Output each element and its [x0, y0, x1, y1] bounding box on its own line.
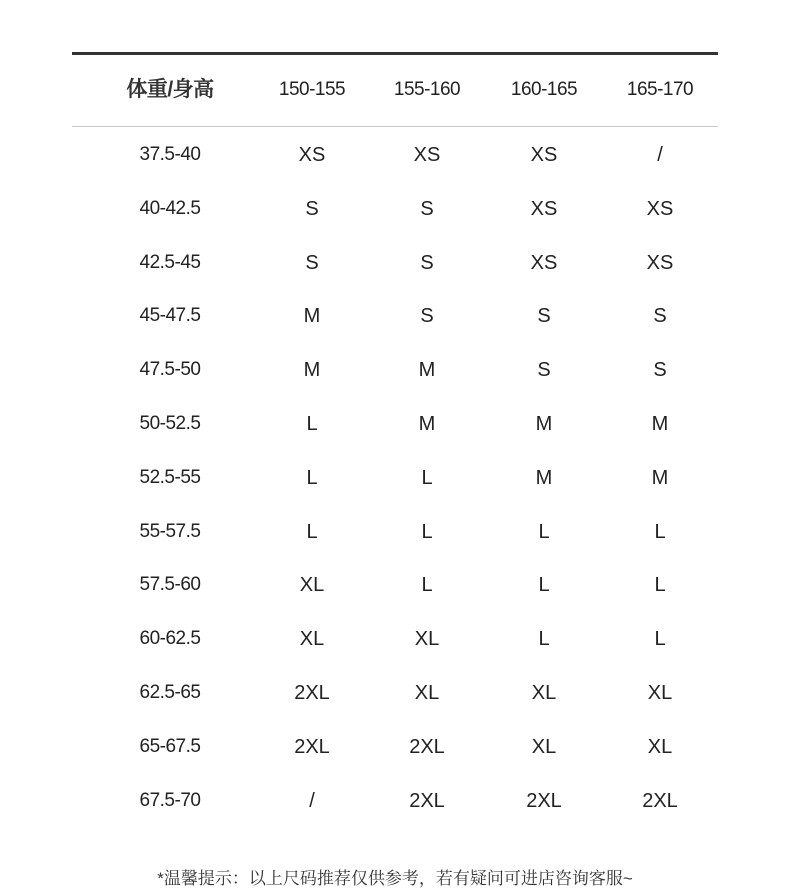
size-cell: XL — [299, 574, 325, 597]
size-cell: XL — [531, 735, 557, 758]
size-cell: S — [537, 305, 551, 328]
size-cell: S — [537, 359, 551, 382]
size-cell: L — [538, 520, 550, 543]
size-cell: M — [651, 466, 669, 489]
size-cell: 2XL — [294, 735, 330, 758]
size-cell: XS — [298, 144, 326, 166]
size-cell: L — [306, 466, 318, 489]
table-header — [0, 70, 790, 110]
size-cell: S — [305, 197, 319, 220]
weight-range-cell: 62.5-65 — [139, 682, 201, 703]
header-cell: 160-165 — [510, 79, 578, 100]
table-row — [0, 404, 790, 444]
weight-range-cell: 47.5-50 — [139, 359, 201, 381]
size-cell: S — [420, 197, 434, 220]
size-cell: M — [418, 413, 436, 435]
size-cell: XL — [414, 682, 440, 704]
weight-range-cell: 52.5-55 — [139, 466, 201, 488]
table-row — [0, 189, 790, 229]
footer-note: *温馨提示：以上尺码推荐仅供参考，若有疑问可进店咨询客服~ — [157, 869, 633, 888]
size-cell: S — [420, 305, 434, 328]
header-cell: 165-170 — [626, 79, 694, 100]
size-cell: XL — [647, 682, 673, 704]
size-cell: S — [305, 251, 319, 274]
weight-range-cell: 55-57.5 — [139, 520, 201, 542]
size-cell: XS — [646, 251, 674, 274]
size-cell: 2XL — [294, 682, 330, 704]
table-row — [0, 673, 790, 713]
size-cell: XL — [647, 735, 673, 758]
size-cell: M — [535, 413, 553, 435]
table-row — [0, 458, 790, 498]
size-cell: / — [309, 789, 315, 812]
weight-range-cell: 42.5-45 — [139, 251, 201, 273]
weight-range-cell: 65-67.5 — [139, 735, 201, 757]
size-cell: 2XL — [526, 789, 562, 812]
size-cell: XS — [530, 197, 558, 220]
weight-range-cell: 37.5-40 — [139, 144, 201, 165]
table-row — [0, 512, 790, 552]
table-row — [0, 296, 790, 336]
size-cell: XS — [530, 144, 558, 166]
size-cell: L — [538, 628, 550, 651]
size-cell: L — [654, 628, 666, 651]
header-cell: 155-160 — [393, 79, 461, 100]
weight-range-cell: 67.5-70 — [139, 789, 201, 811]
header-cell-weight-height: 体重/身高 — [126, 78, 214, 101]
size-cell: XS — [646, 197, 674, 220]
table-row — [0, 781, 790, 821]
size-cell: L — [654, 520, 666, 543]
size-cell: XS — [530, 251, 558, 274]
size-cell: / — [657, 144, 663, 166]
table-row — [0, 619, 790, 659]
size-cell: S — [653, 359, 667, 382]
weight-range-cell: 45-47.5 — [139, 305, 201, 327]
weight-range-cell: 57.5-60 — [139, 574, 201, 596]
weight-range-cell: 50-52.5 — [139, 413, 201, 434]
size-cell: L — [421, 466, 433, 489]
size-cell: L — [421, 520, 433, 543]
size-cell: 2XL — [409, 735, 445, 758]
size-cell: XL — [531, 682, 557, 704]
size-cell: XL — [299, 628, 325, 651]
table-row — [0, 243, 790, 283]
size-cell: L — [306, 520, 318, 543]
size-cell: L — [654, 574, 666, 597]
table-row — [0, 135, 790, 175]
header-divider — [72, 126, 718, 127]
size-cell: 2XL — [409, 789, 445, 812]
table-top-border — [72, 52, 718, 55]
size-cell: XL — [414, 628, 440, 651]
size-cell: M — [651, 413, 669, 435]
weight-range-cell: 40-42.5 — [139, 197, 201, 219]
size-cell: L — [538, 574, 550, 597]
size-cell: S — [420, 251, 434, 274]
header-cell: 150-155 — [278, 79, 346, 100]
size-cell: 2XL — [642, 789, 678, 812]
table-row — [0, 350, 790, 390]
size-cell: S — [653, 305, 667, 328]
size-cell: XS — [413, 144, 441, 166]
size-cell: L — [306, 413, 318, 435]
size-cell: L — [421, 574, 433, 597]
size-cell: M — [303, 359, 321, 382]
weight-range-cell: 60-62.5 — [139, 628, 201, 650]
size-cell: M — [535, 466, 553, 489]
size-cell: M — [303, 305, 321, 328]
table-row — [0, 565, 790, 605]
table-row — [0, 727, 790, 767]
size-cell: M — [418, 359, 436, 382]
